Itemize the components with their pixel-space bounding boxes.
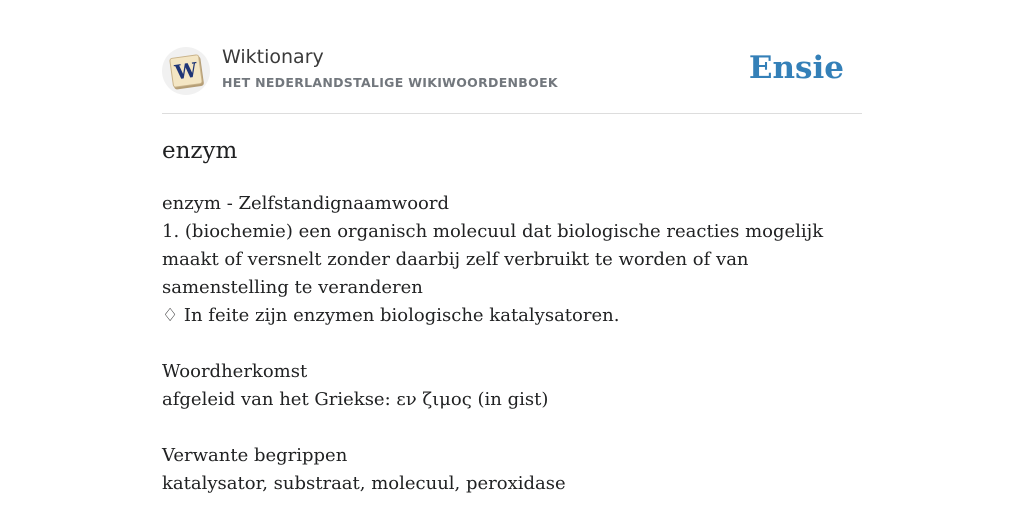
- example-sentence: ♢ In feite zijn enzymen biologische katalysatoren.: [162, 305, 620, 326]
- entry-body: [162, 190, 862, 498]
- wiktionary-logo-icon: W: [169, 54, 203, 88]
- etymology-text: afgeleid van het Griekse: εν ζιμος (in gist): [162, 389, 549, 410]
- site-name[interactable]: Wiktionary: [222, 46, 324, 68]
- wiktionary-logo[interactable]: [162, 47, 210, 95]
- related-terms-heading: Verwante begrippen: [162, 445, 348, 466]
- part-of-speech-line: enzym - Zelfstandignaamwoord: [162, 193, 449, 214]
- definition-text: 1. (biochemie) een organisch molecuul dat biologische reacties mogelijk maakt of versnelt zonder daarbij zelf verbruikt te worden of van samenstelling te veranderen: [162, 221, 824, 298]
- page-container: [162, 0, 862, 494]
- spacer: [162, 330, 862, 358]
- site-tagline: HET NEDERLANDSTALIGE WIKIWOORDENBOEK: [222, 75, 558, 90]
- etymology-heading: Woordherkomst: [162, 361, 308, 382]
- ensie-brand-link[interactable]: Ensie: [748, 50, 844, 86]
- spacer: [162, 414, 862, 442]
- entry-title: enzym: [162, 138, 238, 164]
- related-terms-list: katalysator, substraat, molecuul, peroxidase: [162, 473, 566, 494]
- site-header: [162, 0, 862, 114]
